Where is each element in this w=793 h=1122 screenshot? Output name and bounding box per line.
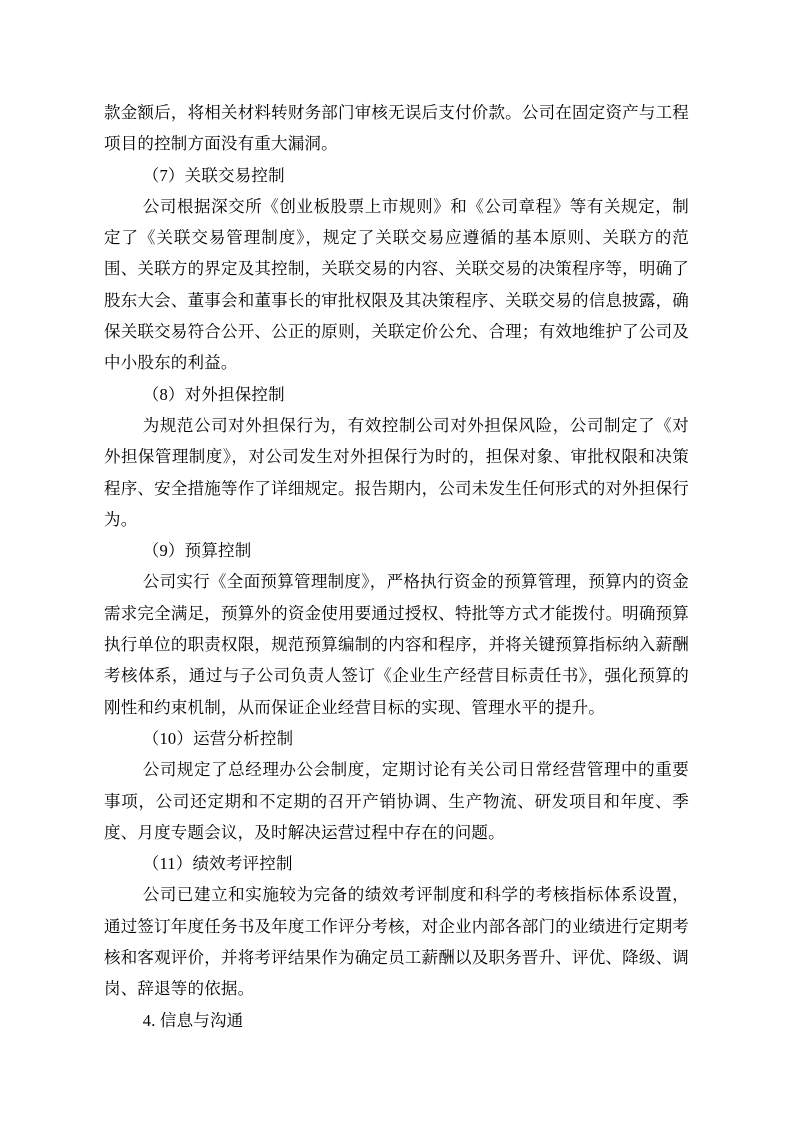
- section-heading-7: （7）关联交易控制: [142, 165, 285, 185]
- body-paragraph: 公司规定了总经理办公会制度，定期讨论有关公司日常经营管理中的重要事项，公司还定期和不定期的召开产销协调、生产物流、研发项目和年度、季度、月度专题会议，及时解决运营过程中存在的问题。: [104, 760, 689, 842]
- body-paragraph: 为规范公司对外担保行为，有效控制公司对外担保风险，公司制定了《对外担保管理制度》，对公司发生对外担保行为时的，担保对象、审批权限和决策程序、安全措施等作了详细规定。报告期内，公司未发生任何形式的对外担保行为。: [104, 415, 689, 529]
- section-heading-10: （10）运营分析控制: [142, 728, 294, 748]
- section-heading-9: （9）预算控制: [142, 541, 252, 561]
- body-paragraph: 公司根据深交所《创业板股票上市规则》和《公司章程》等有关规定，制定了《关联交易管理制度》，规定了关联交易应遵循的基本原则、关联方的范围、关联方的界定及其控制，关联交易的内容、关联交易的决策程序等，明确了股东大会、董事会和董事长的审批权限及其决策程序、关联交易的信息披露，确保关联交易符合公开、公正的原则，关联定价公允、合理；有效地维护了公司及中小股东的利益。: [104, 196, 689, 373]
- section-heading-8: （8）对外担保控制: [142, 384, 285, 404]
- section-heading-4-information-communication: 4. 信息与沟通: [142, 1010, 244, 1030]
- body-paragraph: 公司已建立和实施较为完备的绩效考评制度和科学的考核指标体系设置，通过签订年度任务书及年度工作评分考核，对企业内部各部门的业绩进行定期考核和客观评价，并将考评结果作为确定员工薪酬以及职务晋升、评优、降级、调岗、辞退等的依据。: [104, 885, 689, 999]
- body-paragraph: 公司实行《全面预算管理制度》，严格执行资金的预算管理，预算内的资金需求完全满足，预算外的资金使用要通过授权、特批等方式才能拨付。明确预算执行单位的职责权限，规范预算编制的内容和程序，并将关键预算指标纳入薪酬考核体系，通过与子公司负责人签订《企业生产经营目标责任书》，强化预算的刚性和约束机制，从而保证企业经营目标的实现、管理水平的提升。: [104, 572, 689, 717]
- section-heading-11: （11）绩效考评控制: [142, 854, 293, 874]
- body-paragraph-continuation: 款金额后，将相关材料转财务部门审核无误后支付价款。公司在固定资产与工程项目的控制方面没有重大漏洞。: [104, 103, 689, 154]
